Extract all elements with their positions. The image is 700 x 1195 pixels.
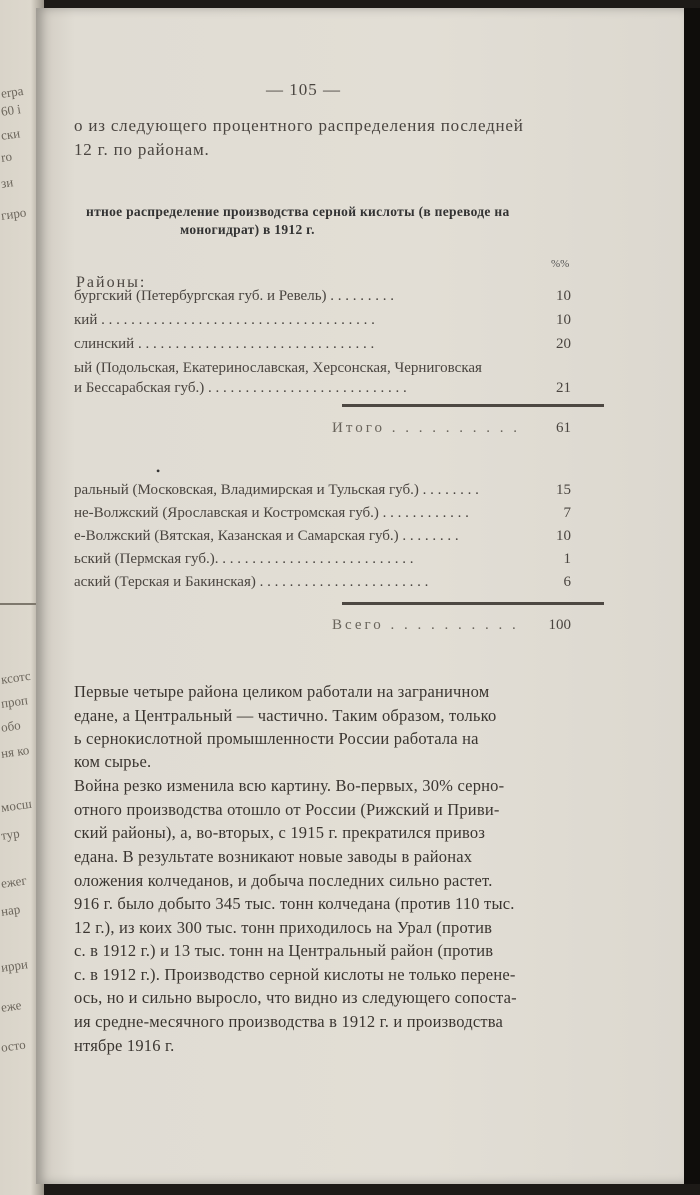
- paragraph-line: Война резко изменила всю картину. Во-первых, 30% серно-: [74, 776, 505, 795]
- paragraph-line: 916 г. было добыто 345 тыс. тонн колчедана (против 110 тыс.: [74, 894, 515, 913]
- page-number: — 105 —: [266, 80, 341, 99]
- left-page-fragment: 60 i: [0, 101, 22, 119]
- bullet-mark: •: [156, 464, 161, 478]
- left-page-fragment: тур: [0, 825, 21, 843]
- percent-column-header: %%: [551, 258, 570, 270]
- paragraph-line: отного производства отошло от России (Рижский и Приви-: [74, 800, 500, 819]
- intro-line: 12 г. по районам.: [74, 140, 210, 159]
- left-page-fragment: ежег: [0, 872, 28, 891]
- left-page-fragment: ирри: [0, 956, 29, 975]
- left-page-fragment: ски: [0, 125, 21, 143]
- table-row-name: ый (Подольская, Екатеринославская, Херсонская, Черниговская: [74, 360, 482, 376]
- left-page-fragment: еже: [0, 997, 23, 1015]
- table-row-value: 21: [556, 380, 571, 396]
- paragraph-line: с. в 1912 г.). Производство серной кислоты не только перене-: [74, 965, 516, 984]
- total-rule: [342, 602, 604, 605]
- book-page: [36, 8, 684, 1184]
- table-row-value: 1: [563, 551, 571, 567]
- paragraph-line: с. в 1912 г.) и 13 тыс. тонн на Центральный район (против: [74, 941, 494, 960]
- paragraph-line: едане, а Центральный — частично. Таким образом, только: [74, 706, 497, 725]
- table-row-name: кий . . . . . . . . . . . . . . . . . . . . . . . . . . . . . . . . . . . . .: [74, 312, 375, 328]
- table-row-value: 10: [556, 528, 571, 544]
- left-page-fragment: гиро: [0, 204, 28, 223]
- left-page-fragment: ня ко: [0, 742, 31, 761]
- left-page-fragment: проп: [0, 692, 29, 711]
- left-page-fragment: ro: [0, 148, 13, 165]
- paragraph-line: ком сырье.: [74, 752, 152, 771]
- intro-line: о из следующего процентного распределения последней: [74, 116, 524, 135]
- paragraph-line: ия средне-месячного производства в 1912 г. и производства: [74, 1012, 504, 1031]
- paragraph-line: Первые четыре района целиком работали на заграничном: [74, 682, 490, 701]
- table-row-name: ьский (Пермская губ.). . . . . . . . . . . . . . . . . . . . . . . . . . .: [74, 551, 414, 567]
- paragraph-line: оложения колчеданов, и добыча последних сильно растет.: [74, 871, 493, 890]
- total-value: 100: [548, 617, 571, 633]
- paragraph-line: ский районы), а, во-вторых, с 1915 г. прекратился привоз: [74, 823, 486, 842]
- paragraph-line: нтябре 1916 г.: [74, 1036, 175, 1055]
- paragraph-line: ь сернокислотной промышленности России работала на: [74, 729, 479, 748]
- paragraph-line: 12 г.), из коих 300 тыс. тонн приходилось на Урал (против: [74, 918, 493, 937]
- table-row-value: 7: [563, 505, 571, 521]
- table-row-value: 6: [563, 574, 571, 590]
- table-row-value: 20: [556, 336, 571, 352]
- paragraph-line: ось, но и сильно выросло, что видно из следующего сопоста-: [74, 988, 517, 1007]
- subtotal-value: 61: [556, 420, 571, 436]
- table-row-name: и Бессарабская губ.) . . . . . . . . . . . . . . . . . . . . . . . . . . .: [74, 380, 407, 396]
- table-title-line: нтное распределение производства серной кислоты (в переводе на: [86, 204, 510, 219]
- background-edge: [684, 8, 700, 1184]
- table-row-value: 10: [556, 312, 571, 328]
- table-row-value: 15: [556, 482, 571, 498]
- left-page-fragment: обо: [0, 717, 22, 735]
- subtotal-rule: [342, 404, 604, 407]
- table-title-line: моногидрат) в 1912 г.: [180, 222, 315, 237]
- table-row-value: 10: [556, 288, 571, 304]
- left-page-fragment: мосш: [0, 795, 33, 815]
- regions-header: Районы:: [76, 274, 147, 291]
- left-page-fragment: erpa: [0, 82, 25, 101]
- table-row-name: аский (Терская и Бакинская) . . . . . . . . . . . . . . . . . . . . . . .: [74, 574, 429, 590]
- left-page-fragment: ксотс: [0, 667, 32, 687]
- table-row-name: не-Волжский (Ярославская и Костромская губ.) . . . . . . . . . . . .: [74, 505, 469, 521]
- total-label: Всего . . . . . . . . . .: [332, 617, 519, 633]
- left-page-fragment: осто: [0, 1036, 27, 1055]
- paragraph-line: едана. В результате возникают новые заводы в районах: [74, 847, 473, 866]
- left-page-fragment: зи: [0, 174, 15, 191]
- left-page-fragment: нар: [0, 901, 22, 919]
- table-row-name: е-Волжский (Вятская, Казанская и Самарская губ.) . . . . . . . .: [74, 528, 459, 544]
- table-row-name: бургский (Петербургская губ. и Ревель) . . . . . . . . .: [74, 288, 395, 304]
- table-row-name: ральный (Московская, Владимирская и Тульская губ.) . . . . . . . .: [74, 482, 479, 498]
- subtotal-label: Итого . . . . . . . . . .: [332, 420, 520, 436]
- table-row-name: слинский . . . . . . . . . . . . . . . . . . . . . . . . . . . . . . . .: [74, 336, 375, 352]
